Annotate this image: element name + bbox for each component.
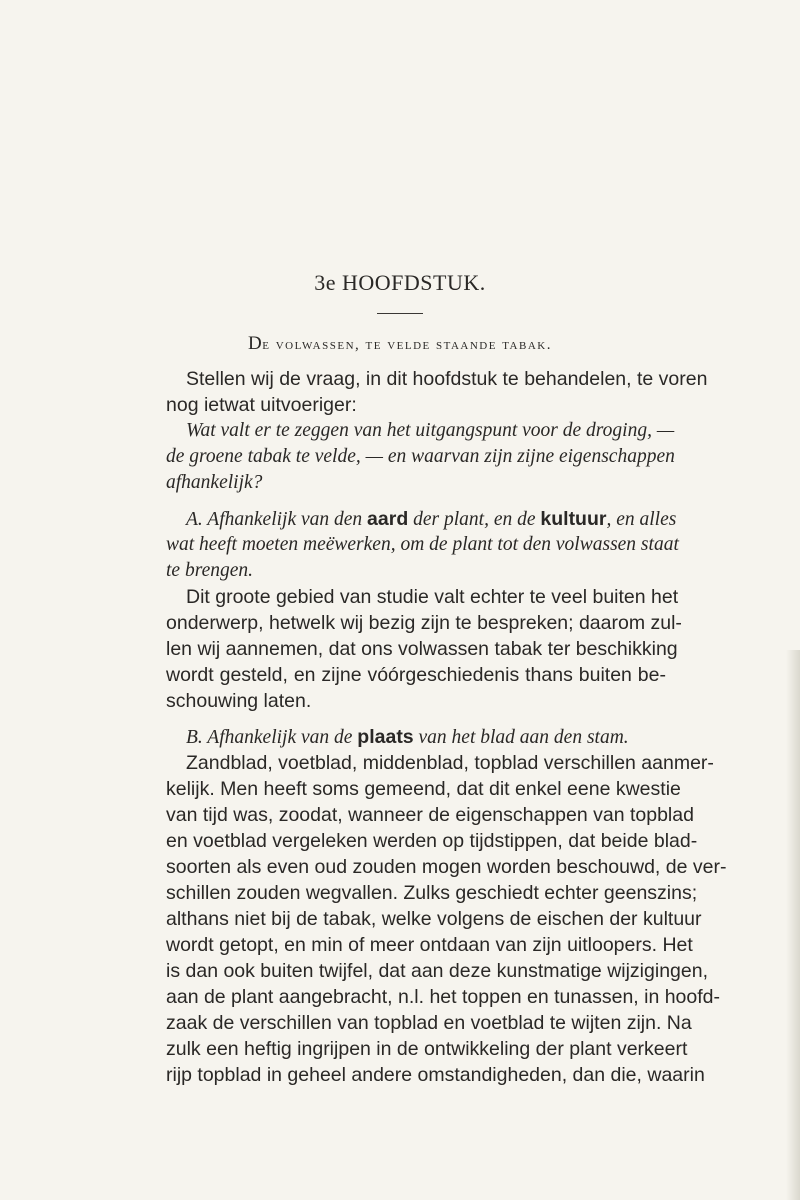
text-line: Stellen wij de vraag, in dit hoofdstuk te behandelen, te voren [186,368,708,390]
bold-term-aard: aard [367,508,409,530]
text-line: onderwerp, hetwelk wij bezig zijn te bespreken; daarom zul- [166,612,682,634]
text-line: wordt getopt, en min of meer ontdaan van zijn uitloopers. Het [166,934,693,956]
text-line: zaak de verschillen van topblad en voetblad te wijten zijn. Na [166,1012,692,1034]
text-line: althans niet bij de tabak, welke volgens de eischen der kultuur [166,908,702,930]
section-title [0,333,800,355]
text-line [186,724,666,750]
bold-term-plaats: plaats [357,726,414,748]
text-line: wat heeft moeten meëwerken, om de plant tot den volwassen staat [166,534,679,555]
text-line: Wat valt er te zeggen van het uitgangspunt voor de droging, — [186,420,675,441]
text-run: van het blad aan den stam. [413,727,629,748]
text-line: afhankelijk? [166,472,263,493]
text-line: schouwing laten. [166,690,312,712]
text-line: is dan ook buiten twijfel, dat aan deze kunstmatige wijzigingen, [166,960,708,982]
text-run: A. Afhankelijk van den [186,509,368,530]
bold-term-kultuur: kultuur [540,508,607,530]
text-line: Zandblad, voetblad, middenblad, topblad verschillen aanmer- [186,752,714,774]
text-line: van tijd was, zoodat, wanneer de eigenschappen van topblad [166,804,694,826]
text-line: en voetblad vergeleken werden op tijdstippen, dat beide blad- [166,830,698,852]
text-line: de groene tabak te velde, — en waarvan zijn zijne eigenschappen [166,446,675,467]
text-line: Dit groote gebied van studie valt echter te veel buiten het [186,586,679,608]
text-line: te brengen. [166,560,253,581]
text-line: rijp topblad in geheel andere omstandigheden, dan die, waarin [166,1064,705,1086]
text-line: soorten als even oud zouden mogen worden beschouwd, de ver- [166,856,727,878]
text-line: aan de plant aangebracht, n.l. het toppen en tunassen, in hoofd- [166,986,721,1008]
text-line: len wij aannemen, dat ons volwassen tabak ter beschikking [166,638,678,660]
text-line [186,506,677,532]
text-line: wordt gesteld, en zijne vóórgeschiedenis thans buiten be- [166,664,666,686]
text-run: , en alles [606,509,677,530]
chapter-title: 3e HOOFDSTUK. [314,270,486,295]
text-run: der plant, en de [408,509,541,530]
title-divider [377,313,423,314]
text-line: nog ietwat uitvoeriger: [166,394,357,416]
text-line: schillen zouden wegvallen. Zulks geschiedt echter geenszins; [166,882,698,904]
text-run: B. Afhankelijk van de [186,727,358,748]
section-title-initial: D [248,333,263,354]
text-line: kelijk. Men heeft soms gemeend, dat dit enkel eene kwestie [166,778,681,800]
section-title-rest: e volwassen, te velde staande tabak. [262,337,552,353]
text-line: zulk een heftig ingrijpen in de ontwikkeling der plant verkeert [166,1038,688,1060]
page-edge-shadow [786,650,800,1200]
